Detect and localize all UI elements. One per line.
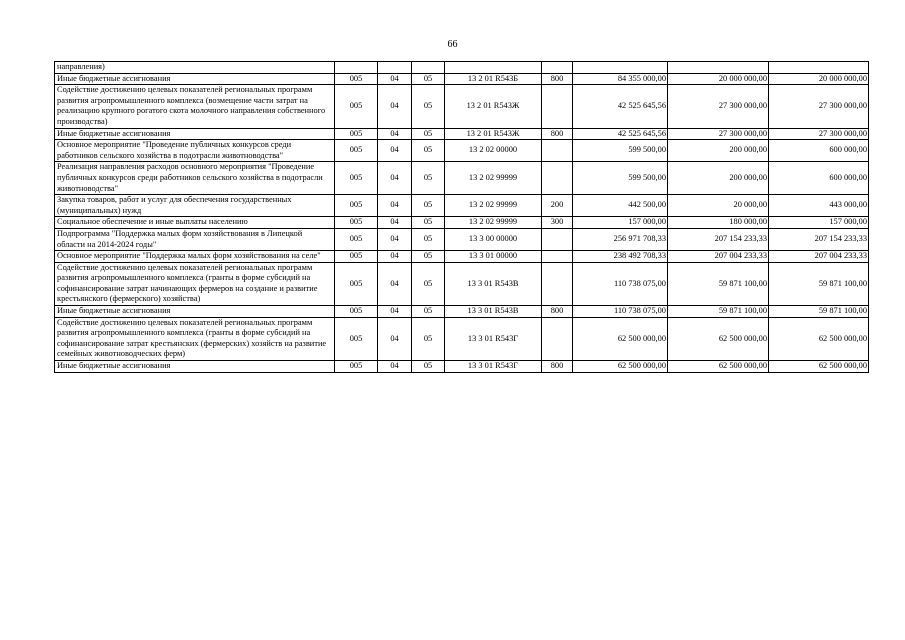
amount-year-3-cell: 207 154 233,33 <box>769 228 869 250</box>
target-article-cell: 13 2 01 R543Ж <box>445 128 542 140</box>
row-name-cell: Иные бюджетные ассигнования <box>55 73 335 85</box>
amount-year-3-cell: 59 871 100,00 <box>769 306 869 318</box>
subsection-code-cell: 05 <box>412 317 445 360</box>
ministry-code-cell: 005 <box>335 162 378 195</box>
amount-year-3-cell: 27 300 000,00 <box>769 128 869 140</box>
amount-year-3-cell: 27 300 000,00 <box>769 85 869 128</box>
row-name-cell: Иные бюджетные ассигнования <box>55 128 335 140</box>
table-row <box>55 361 869 373</box>
target-article-cell: 13 3 01 R543Г <box>445 317 542 360</box>
target-article-cell: 13 2 02 00000 <box>445 140 542 162</box>
row-name-cell: Иные бюджетные ассигнования <box>55 306 335 318</box>
amount-year-2-cell: 180 000,00 <box>668 217 769 229</box>
row-name-cell: Содействие достижению целевых показателей региональных программ развития агропромышленного комплекса (гранты в форме субсидий на софинансирование затрат крестьянских (фермерских) хозяйств на развитие семейных животноводческих ферм) <box>55 317 335 360</box>
subsection-code-cell: 05 <box>412 361 445 373</box>
section-code-cell: 04 <box>378 306 412 318</box>
section-code-cell: 04 <box>378 140 412 162</box>
amount-year-2-cell: 27 300 000,00 <box>668 128 769 140</box>
amount-year-1-cell: 110 738 075,00 <box>573 306 668 318</box>
amount-year-2-cell: 200 000,00 <box>668 162 769 195</box>
amount-year-2-cell: 200 000,00 <box>668 140 769 162</box>
subsection-code-cell: 05 <box>412 85 445 128</box>
amount-year-1-cell: 599 500,00 <box>573 140 668 162</box>
amount-year-3-cell: 157 000,00 <box>769 217 869 229</box>
amount-year-3-cell: 20 000 000,00 <box>769 73 869 85</box>
ministry-code-cell: 005 <box>335 317 378 360</box>
amount-year-3-cell: 62 500 000,00 <box>769 317 869 360</box>
table-row <box>55 306 869 318</box>
table-row <box>55 128 869 140</box>
ministry-code-cell: 005 <box>335 217 378 229</box>
table-row <box>55 317 869 360</box>
expense-type-cell: 200 <box>542 195 573 217</box>
ministry-code-cell: 005 <box>335 140 378 162</box>
subsection-code-cell: 05 <box>412 306 445 318</box>
amount-year-2-cell: 20 000 000,00 <box>668 73 769 85</box>
table-row <box>55 217 869 229</box>
amount-year-3-cell: 62 500 000,00 <box>769 361 869 373</box>
ministry-code-cell: 005 <box>335 195 378 217</box>
table-row <box>55 195 869 217</box>
amount-year-2-cell: 62 500 000,00 <box>668 361 769 373</box>
table-row <box>55 140 869 162</box>
expense-type-cell: 800 <box>542 73 573 85</box>
subsection-code-cell <box>412 62 445 74</box>
table-row <box>55 162 869 195</box>
subsection-code-cell: 05 <box>412 73 445 85</box>
ministry-code-cell: 005 <box>335 361 378 373</box>
table-row <box>55 262 869 305</box>
expense-type-cell <box>542 62 573 74</box>
row-name-cell: Иные бюджетные ассигнования <box>55 361 335 373</box>
amount-year-1-cell: 62 500 000,00 <box>573 317 668 360</box>
ministry-code-cell: 005 <box>335 262 378 305</box>
amount-year-1-cell: 599 500,00 <box>573 162 668 195</box>
section-code-cell: 04 <box>378 85 412 128</box>
expense-type-cell: 800 <box>542 128 573 140</box>
target-article-cell: 13 2 02 99999 <box>445 162 542 195</box>
subsection-code-cell: 05 <box>412 228 445 250</box>
target-article-cell: 13 2 02 99999 <box>445 217 542 229</box>
subsection-code-cell: 05 <box>412 262 445 305</box>
section-code-cell: 04 <box>378 251 412 263</box>
amount-year-1-cell: 110 738 075,00 <box>573 262 668 305</box>
expense-type-cell <box>542 162 573 195</box>
section-code-cell: 04 <box>378 217 412 229</box>
table-row <box>55 228 869 250</box>
amount-year-2-cell: 207 154 233,33 <box>668 228 769 250</box>
row-name-cell: Социальное обеспечение и иные выплаты населению <box>55 217 335 229</box>
amount-year-1-cell <box>573 62 668 74</box>
row-name-cell: Реализация направления расходов основного мероприятия "Проведение публичных конкурсов среди работников сельского хозяйства в подотрасли животноводства" <box>55 162 335 195</box>
table-row <box>55 251 869 263</box>
row-name-cell: Содействие достижению целевых показателей региональных программ развития агропромышленного комплекса (гранты в форме субсидий на софинансирование затрат начинающих фермеров на создание и развитие крестьянского (фермерского) хозяйства) <box>55 262 335 305</box>
page-number: 66 <box>447 39 458 50</box>
ministry-code-cell: 005 <box>335 85 378 128</box>
amount-year-2-cell: 59 871 100,00 <box>668 306 769 318</box>
expense-type-cell <box>542 85 573 128</box>
ministry-code-cell: 005 <box>335 306 378 318</box>
amount-year-1-cell: 42 525 645,56 <box>573 85 668 128</box>
table-row <box>55 73 869 85</box>
ministry-code-cell: 005 <box>335 73 378 85</box>
target-article-cell: 13 3 01 R543В <box>445 262 542 305</box>
expense-type-cell: 800 <box>542 306 573 318</box>
target-article-cell: 13 3 01 00000 <box>445 251 542 263</box>
expense-type-cell <box>542 140 573 162</box>
subsection-code-cell: 05 <box>412 140 445 162</box>
subsection-code-cell: 05 <box>412 251 445 263</box>
expense-type-cell <box>542 228 573 250</box>
subsection-code-cell: 05 <box>412 195 445 217</box>
amount-year-3-cell: 600 000,00 <box>769 140 869 162</box>
row-name-cell: Содействие достижению целевых показателей региональных программ развития агропромышленного комплекса (возмещение части затрат на реализацию крупного рогатого скота молочного направления собственного производства) <box>55 85 335 128</box>
amount-year-1-cell: 62 500 000,00 <box>573 361 668 373</box>
amount-year-3-cell: 59 871 100,00 <box>769 262 869 305</box>
amount-year-2-cell <box>668 62 769 74</box>
ministry-code-cell: 005 <box>335 251 378 263</box>
row-name-cell: Закупка товаров, работ и услуг для обеспечения государственных (муниципальных) нужд <box>55 195 335 217</box>
expense-type-cell: 300 <box>542 217 573 229</box>
target-article-cell: 13 3 01 R543В <box>445 306 542 318</box>
subsection-code-cell: 05 <box>412 162 445 195</box>
target-article-cell: 13 3 01 R543Г <box>445 361 542 373</box>
amount-year-2-cell: 27 300 000,00 <box>668 85 769 128</box>
row-name-cell: Основное мероприятие "Поддержка малых форм хозяйствования на селе" <box>55 251 335 263</box>
amount-year-1-cell: 42 525 645,56 <box>573 128 668 140</box>
expense-type-cell <box>542 262 573 305</box>
amount-year-1-cell: 238 492 708,33 <box>573 251 668 263</box>
amount-year-3-cell: 443 000,00 <box>769 195 869 217</box>
amount-year-1-cell: 157 000,00 <box>573 217 668 229</box>
amount-year-3-cell <box>769 62 869 74</box>
amount-year-3-cell: 207 004 233,33 <box>769 251 869 263</box>
subsection-code-cell: 05 <box>412 217 445 229</box>
table-row <box>55 62 869 74</box>
amount-year-1-cell: 442 500,00 <box>573 195 668 217</box>
target-article-cell: 13 2 02 99999 <box>445 195 542 217</box>
amount-year-1-cell: 84 355 000,00 <box>573 73 668 85</box>
row-name-cell: Основное мероприятие "Проведение публичных конкурсов среди работников сельского хозяйства в подотрасли животноводства" <box>55 140 335 162</box>
target-article-cell: 13 3 00 00000 <box>445 228 542 250</box>
ministry-code-cell: 005 <box>335 128 378 140</box>
section-code-cell: 04 <box>378 262 412 305</box>
section-code-cell: 04 <box>378 361 412 373</box>
subsection-code-cell: 05 <box>412 128 445 140</box>
amount-year-1-cell: 256 971 708,33 <box>573 228 668 250</box>
amount-year-2-cell: 59 871 100,00 <box>668 262 769 305</box>
section-code-cell: 04 <box>378 128 412 140</box>
section-code-cell: 04 <box>378 195 412 217</box>
amount-year-2-cell: 20 000,00 <box>668 195 769 217</box>
section-code-cell: 04 <box>378 162 412 195</box>
row-name-cell: Подпрограмма "Поддержка малых форм хозяйствования в Липецкой области на 2014-2024 годы" <box>55 228 335 250</box>
target-article-cell <box>445 62 542 74</box>
budget-table <box>54 61 869 373</box>
row-name-cell: направления) <box>55 62 335 74</box>
target-article-cell: 13 2 01 R543Б <box>445 73 542 85</box>
section-code-cell: 04 <box>378 73 412 85</box>
amount-year-3-cell: 600 000,00 <box>769 162 869 195</box>
section-code-cell: 04 <box>378 228 412 250</box>
expense-type-cell <box>542 251 573 263</box>
amount-year-2-cell: 207 004 233,33 <box>668 251 769 263</box>
expense-type-cell: 800 <box>542 361 573 373</box>
section-code-cell: 04 <box>378 317 412 360</box>
section-code-cell <box>378 62 412 74</box>
ministry-code-cell <box>335 62 378 74</box>
expense-type-cell <box>542 317 573 360</box>
table-row <box>55 85 869 128</box>
table-body <box>55 62 869 373</box>
amount-year-2-cell: 62 500 000,00 <box>668 317 769 360</box>
target-article-cell: 13 2 01 R543Ж <box>445 85 542 128</box>
ministry-code-cell: 005 <box>335 228 378 250</box>
